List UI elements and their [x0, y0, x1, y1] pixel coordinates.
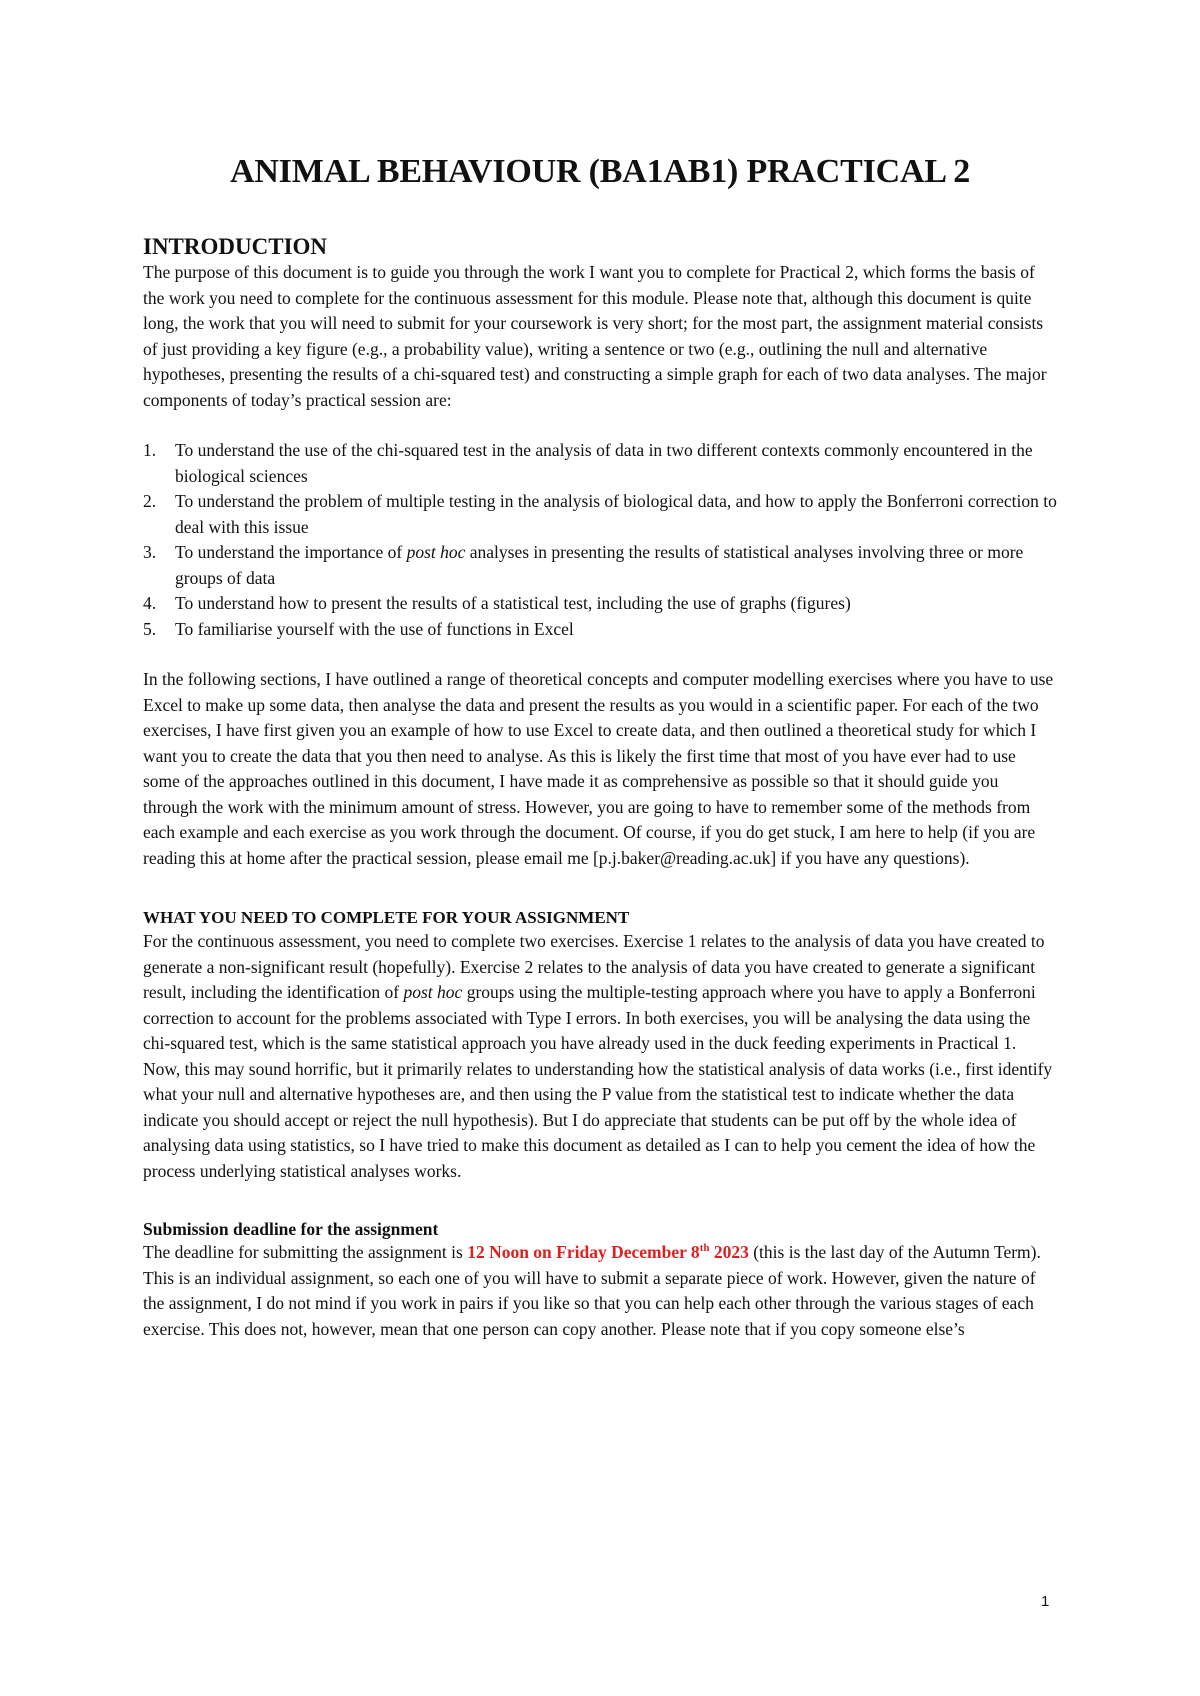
list-item-text	[175, 540, 1057, 591]
list-item-number: 4.	[143, 593, 157, 613]
list-item-number: 3.	[143, 542, 157, 562]
list-item	[143, 617, 1057, 643]
assignment-italic-term: post hoc	[403, 982, 463, 1002]
deadline-date: 12 Noon on Friday December 8	[467, 1242, 700, 1262]
list-item-number: 1.	[143, 440, 157, 460]
page-number: 1	[1041, 1593, 1050, 1610]
introduction-paragraph: The purpose of this document is to guide you through the work I want you to complete for Practical 2, which forms the basis of the work you need to complete for the continuous assessment for this module. Please note that, although this document is quite long, the work that you will need to submit for your coursework is very short; for the most part, the assignment material consists of just providing a key figure (e.g., a probability value), writing a sentence or two (e.g., outlining the null and alternative hypotheses, presenting the results of a chi-squared test) and constructing a simple graph for each of two data analyses. The major components of today’s practical session are:	[143, 262, 1047, 410]
document-page	[143, 0, 1057, 1342]
deadline-year: 2023	[709, 1242, 749, 1262]
submission-paragraph	[143, 1240, 1057, 1342]
deadline-highlight	[467, 1242, 749, 1262]
list-item	[143, 438, 1057, 489]
submission-text-end: (this is the last day of the Autumn Term). This is an individual assignment, so each one of you will have to submit a separate piece of work. However, given the nature of the assignment, I do not mind if you work in pairs if you like so that you can help each other through the various stages of each exercise. This does not, however, mean that one person can copy another. Please note that if you copy someone else’s	[143, 1242, 1041, 1339]
assignment-text-end: groups using the multiple-testing approach where you have to apply a Bonferroni correction to account for the problems associated with Type I errors. In both exercises, you will be analysing the data using the chi-squared test, which is the same statistical approach you have already used in the duck feeding experiments in Practical 1. Now, this may sound horrific, but it primarily relates to understanding how the statistical analysis of data works (i.e., first identify what your null and alternative hypotheses are, and then using the P value from the statistical test to indicate whether the data indicate you should accept or reject the null hypothesis). But I do appreciate that students can be put off by the whole idea of analysing data using statistics, so I have tried to make this document as detailed as I can to help you cement the idea of how the process underlying statistical analyses works.	[143, 982, 1053, 1181]
list-item-italic-term: post hoc	[406, 542, 466, 562]
introduction-heading: INTRODUCTION	[143, 234, 328, 259]
submission-text-start: The deadline for submitting the assignment is	[143, 1242, 468, 1262]
list-item-number: 2.	[143, 491, 157, 511]
list-item-text: To understand the use of the chi-squared test in the analysis of data in two different contexts commonly encountered in the biological sciences	[175, 440, 1033, 486]
list-item-text-end: analyses in presenting the results of statistical analyses involving three or more groups of data	[175, 542, 1024, 588]
list-item	[143, 489, 1057, 540]
deadline-ordinal: th	[699, 1242, 710, 1255]
list-item	[143, 591, 1057, 617]
list-item-text: To understand how to present the results of a statistical test, including the use of graphs (figures)	[175, 593, 851, 613]
assignment-heading: WHAT YOU NEED TO COMPLETE FOR YOUR ASSIGNMENT	[143, 908, 630, 927]
list-item-text: To understand the problem of multiple testing in the analysis of biological data, and how to apply the Bonferroni correction to deal with this issue	[175, 491, 1057, 537]
assignment-text-start: For the continuous assessment, you need to complete two exercises. Exercise 1 relates to the analysis of data you have created to generate a non-significant result (hopefully). Exercise 2 relates to the analysis of data you have created to generate a significant result, including the identification of	[143, 931, 1045, 1002]
list-item-text-start: To understand the importance of	[175, 542, 407, 562]
document-title: ANIMAL BEHAVIOUR (BA1AB1) PRACTICAL 2	[229, 153, 971, 190]
list-item	[143, 540, 1057, 591]
objectives-list	[143, 438, 1057, 642]
list-item-text: To familiarise yourself with the use of functions in Excel	[175, 618, 574, 639]
exercises-overview-paragraph: In the following sections, I have outlined a range of theoretical concepts and computer modelling exercises where you have to use Excel to make up some data, then analyse the data and present the results as you would in a scientific paper. For each of the two exercises, I have first given you an example of how to use Excel to create data, and then outlined a theoretical study for which I want you to create the data that you then need to analyse. As this is likely the first time that most of you have ever had to use some of the approaches outlined in this document, I have made it as comprehensive as possible so that it should guide you through the work with the minimum amount of stress. However, you are going to have to remember some of the methods from each example and each exercise as you work through the document. Of course, if you do get stuck, I am here to help (if you are reading this at home after the practical session, please email me [p.j.baker@reading.ac.uk] if you have any questions).	[143, 669, 1054, 868]
list-item-number: 5.	[143, 618, 157, 639]
assignment-paragraph	[143, 929, 1057, 1184]
submission-heading: Submission deadline for the assignment	[143, 1219, 439, 1239]
